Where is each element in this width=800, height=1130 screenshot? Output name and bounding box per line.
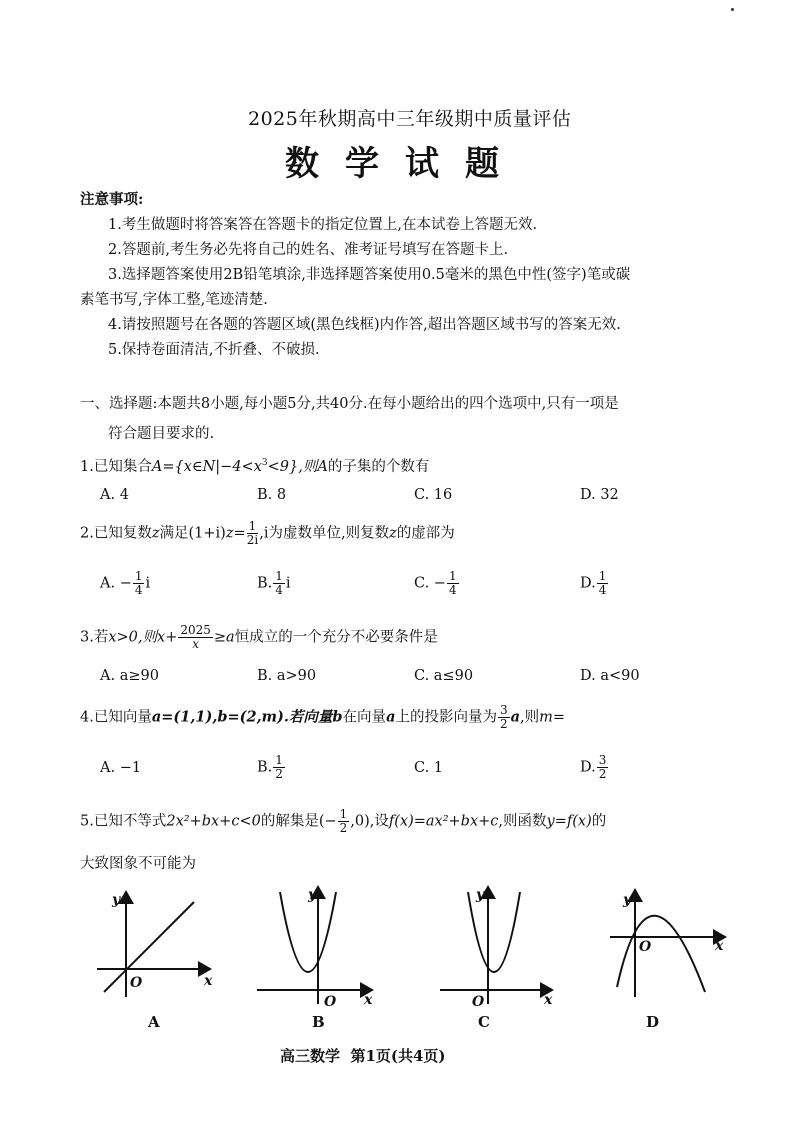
q5-fraction: $\frac{1}{2}$ [339, 807, 348, 835]
question-1: 1.已知集合$A=\{x\in N|-4<x^3<9\}$,则A的子集的个数有 [80, 458, 430, 475]
graph-b-y-label: y [308, 887, 317, 903]
notice-item-4: 4.请按照题号在各题的答题区域(黑色线框)内作答,超出答题区域书写的答案无效. [108, 317, 621, 333]
q2-fraction: $\frac{1}{2i}$ [246, 519, 259, 547]
graph-a-curve [104, 902, 194, 992]
question-5-cont: 大致图象不可能为 [80, 856, 196, 872]
q4-option-b: B. $\frac{1}{2}$ [257, 753, 283, 781]
q3-option-c: C. a≤90 [414, 668, 474, 684]
graph-b-origin: O [324, 994, 337, 1007]
notice-item-3: 3.选择题答案使用2B铅笔填涂,非选择题答案使用0.5毫米的黑色中性(签字)笔或碳 [108, 267, 631, 283]
graph-a-origin: O [130, 975, 143, 991]
notice-item-1: 1.考生做题时将答案答在答题卡的指定位置上,在本试卷上答题无效. [108, 217, 538, 233]
graph-d-x-label: x [715, 938, 724, 954]
exam-title: 2025年秋期高中三年级期中质量评估 [248, 108, 572, 130]
question-4: 4.已知向量a=(1,1),b=(2,m).若向量b在向量a上的投影向量为 $\frac{3}{2}$ a,则m= [80, 703, 566, 731]
graph-a [92, 882, 217, 1006]
subject-title: 数学试题 [285, 144, 525, 184]
q2-option-c: C. − $\frac{1}{4}$ [414, 569, 457, 597]
graph-c-curve [468, 892, 520, 972]
q4-option-c: C. 1 [414, 760, 444, 776]
graph-c-x-label: x [544, 992, 553, 1007]
q1-option-a: A. 4 [100, 487, 129, 503]
graph-c-origin: O [472, 994, 485, 1007]
graph-d-y-label: y [623, 892, 632, 908]
q4-option-a: A. −1 [100, 760, 142, 776]
graph-b-x-label: x [364, 992, 373, 1007]
q3-option-d: D. a<90 [580, 668, 640, 684]
graph-b-label: B [312, 1013, 325, 1031]
graph-a-y-label: y [112, 892, 121, 908]
q4-option-d: D. $\frac{3}{2}$ [580, 753, 607, 781]
q1-option-b: B. 8 [257, 487, 287, 503]
question-3: 3.若x>0,则x+ $\frac{2025}{x}\ge a$恒成立的一个充分不必要条件是 [80, 623, 438, 651]
graph-c [432, 882, 557, 1011]
q4-fraction: $\frac{3}{2}$ [499, 703, 508, 731]
question-2: 2.已知复数z满足(1+i)z= $\frac{1}{2i}$ ,i为虚数单位,则复数z的虚部为 [80, 519, 455, 547]
graph-d-label: D [646, 1013, 660, 1031]
notice-item-5: 5.保持卷面清洁,不折叠、不破损. [108, 342, 320, 358]
q2-option-b: B. $\frac{1}{4}$ i [257, 569, 291, 597]
graph-a-x-label: x [204, 973, 213, 989]
notice-item-2: 2.答题前,考生务必先将自己的姓名、准考证号填写在答题卡上. [108, 242, 509, 258]
question-5: 5.已知不等式2x²+bx+c<0的解集是(− $\frac{1}{2}$ ,0),设f(x)=ax²+bx+c,则函数y=f(x)的 [80, 807, 607, 835]
q2-option-a: A. − $\frac{1}{4}$ i [100, 569, 151, 597]
graph-b [252, 882, 377, 1011]
section1-heading: 一、选择题:本题共8小题,每小题5分,共40分.在每小题给出的四个选项中,只有一项是 [80, 396, 619, 412]
q1-option-d: D. 32 [580, 487, 619, 503]
graph-d-curve [617, 916, 705, 992]
graph-c-y-label: y [476, 887, 485, 903]
graph-d [605, 882, 730, 1006]
notice-heading: 注意事项: [80, 191, 144, 208]
graph-c-label: C [478, 1013, 490, 1031]
graph-d-origin: O [639, 939, 652, 955]
q2-option-d: D. $\frac{1}{4}$ [580, 569, 607, 597]
graph-a-label: A [148, 1013, 160, 1031]
q1-option-c: C. 16 [414, 487, 453, 503]
notice-item-3-cont: 素笔书写,字体工整,笔迹清楚. [80, 292, 268, 308]
graph-b-curve [280, 892, 336, 972]
scan-speck [731, 8, 734, 11]
q3-fraction: $\frac{2025}{x}$ [180, 623, 211, 651]
q3-option-b: B. a>90 [257, 668, 317, 684]
q3-option-a: A. a≥90 [100, 668, 159, 684]
section1-heading-cont: 符合题目要求的. [108, 426, 215, 442]
page-footer: 高三数学 第1页(共4页) [280, 1047, 446, 1065]
